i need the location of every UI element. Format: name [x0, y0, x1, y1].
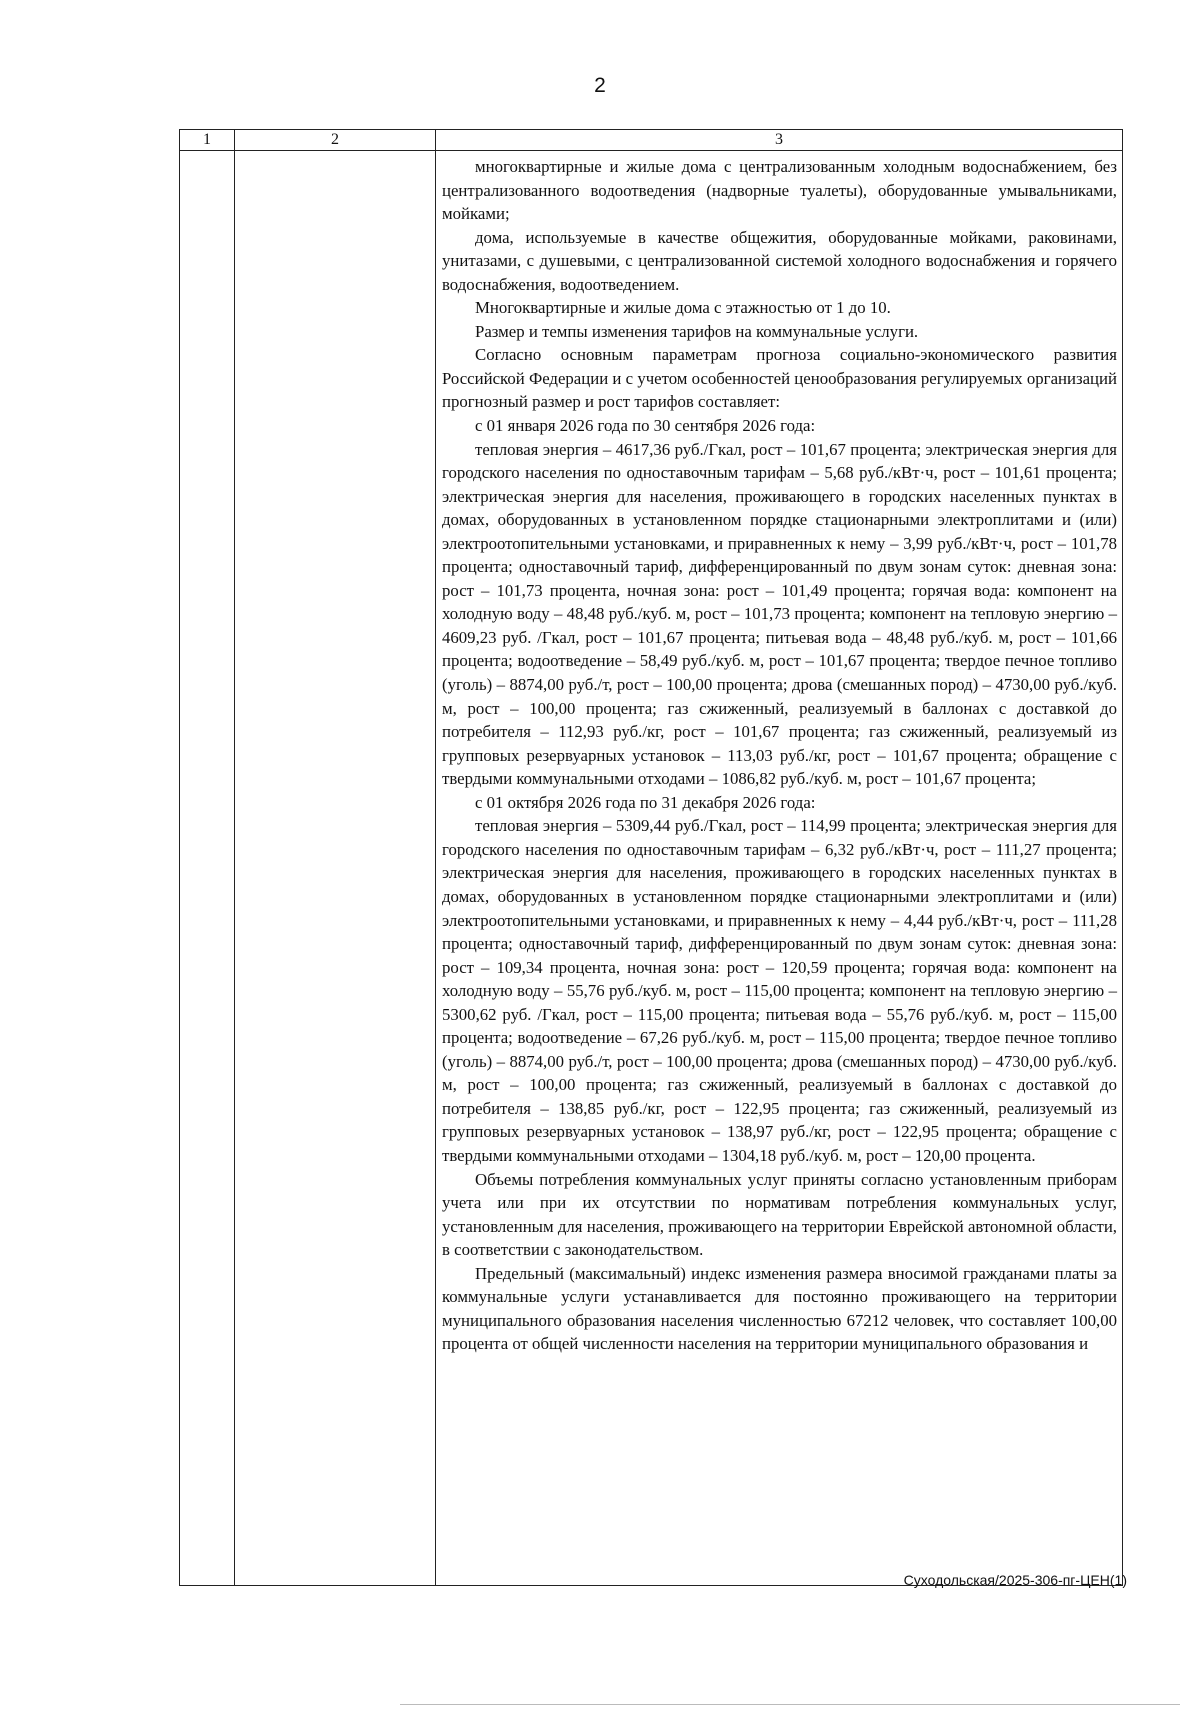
paragraph: Многоквартирные и жилые дома с этажностью от 1 до 10.	[475, 298, 891, 318]
page-edge-line	[400, 1704, 1180, 1705]
table-header-row	[180, 130, 1123, 151]
document-text	[436, 151, 1122, 1585]
paragraph: Размер и темпы изменения тарифов на коммунальные услуги.	[475, 321, 919, 341]
column-header-2: 2	[235, 130, 436, 151]
paragraph: тепловая энергия – 4617,36 руб./Гкал, рост – 101,67 процента; электрическая энергия для городского населения по одноставочным тарифам – 5,68 руб./кВт·ч, рост – 101,61 процента; электрическая энергия для населения, проживающего в городских населенных пунктах в домах, оборудованных в установленном порядке стационарными электроплитами и (или) электроотопительными установками, и приравненных к нему – 3,99 руб./кВт·ч, рост – 101,78 процента; одноставочный тариф, дифференцированный по двум зонам суток: дневная зона: рост – 101,73 процента, ночная зона: рост – 101,49 процента; горячая вода: компонент на холодную воду – 48,48 руб./куб. м, рост – 101,73 процента; компонент на тепловую энергию – 4609,23 руб. /Гкал, рост – 101,67 процента; питьевая вода – 48,48 руб./куб. м, рост – 101,66 процента; водоотведение – 58,49 руб./куб. м, рост – 101,67 процента; твердое печное топливо (уголь) – 8874,00 руб./т, рост – 100,00 процента; дрова (смешанных пород) – 4730,00 руб./куб. м, рост – 100,00 процента; газ сжиженный, реализуемый в баллонах с доставкой до потребителя – 112,93 руб./кг, рост – 101,67 процента; газ сжиженный, реализуемый из групповых резервуарных установок – 113,03 руб./кг, рост – 101,67 процента; обращение с твердыми коммунальными отходами – 1086,82 руб./куб. м, рост – 101,67 процента;	[442, 439, 1117, 789]
column-header-3: 3	[436, 130, 1123, 151]
paragraph: Объемы потребления коммунальных услуг приняты согласно установленным приборам учета или при их отсутствии по нормативам потребления коммунальных услуг, установленным для населения, проживающего на территории Еврейской автономной области, в соответствии с законодательством.	[442, 1169, 1117, 1260]
page-number: 2	[594, 74, 606, 97]
paragraph: Предельный (максимальный) индекс изменения размера вносимой гражданами платы за коммунальные услуги устанавливается для постоянно проживающего на территории муниципального образования населения численностью 67212 человек, что составляет 100,00 процента от общей численности населения на территории муниципального образования и	[442, 1263, 1117, 1354]
paragraph: многоквартирные и жилые дома с централизованным холодным водоснабжением, без централизованного водоотведения (надворные туалеты), оборудованные умывальниками, мойками;	[442, 157, 1117, 224]
paragraph: тепловая энергия – 5309,44 руб./Гкал, рост – 114,99 процента; электрическая энергия для городского населения по одноставочным тарифам – 6,32 руб./кВт·ч, рост – 111,27 процента; электрическая энергия для населения, проживающего в городских населенных пунктах в домах, оборудованных в установленном порядке стационарными электроплитами и (или) электроотопительными установками, и приравненных к нему – 4,44 руб./кВт·ч, рост – 111,28 процента; одноставочный тариф, дифференцированный по двум зонам суток: дневная зона: рост – 109,34 процента, ночная зона: рост – 120,59 процента; горячая вода: компонент на холодную воду – 55,76 руб./куб. м, рост – 115,00 процента; компонент на тепловую энергию – 5300,62 руб. /Гкал, рост – 115,00 процента; питьевая вода – 55,76 руб./куб. м, рост – 115,00 процента; водоотведение – 67,26 руб./куб. м, рост – 115,00 процента; твердое печное топливо (уголь) – 8874,00 руб./т, рост – 100,00 процента; дрова (смешанных пород) – 4730,00 руб./куб. м, рост – 100,00 процента; газ сжиженный, реализуемый в баллонах с доставкой до потребителя – 138,85 руб./кг, рост – 122,95 процента; газ сжиженный, реализуемый из групповых резервуарных установок – 138,97 руб./кг, рост – 122,95 процента; обращение с твердыми коммунальными отходами – 1304,18 руб./куб. м, рост – 120,00 процента.	[442, 816, 1117, 1165]
table-row	[180, 151, 1123, 1586]
paragraph: с 01 января 2026 года по 30 сентября 2026 года:	[475, 416, 816, 436]
column-header-1: 1	[180, 130, 235, 151]
column-1-cell	[180, 151, 235, 1586]
column-3-cell	[436, 151, 1123, 1586]
paragraph: с 01 октября 2026 года по 31 декабря 2026 года:	[475, 792, 816, 812]
document-code: Суходольская/2025-306-пг-ЦЕН(1)	[903, 1572, 1127, 1588]
paragraph: дома, используемые в качестве общежития, оборудованные мойками, раковинами, унитазами, с душевыми, с централизованной системой холодного водоснабжения и горячего водоснабжения, водоотведением.	[442, 227, 1117, 294]
document-table	[179, 129, 1123, 1586]
column-2-cell	[235, 151, 436, 1586]
paragraph: Согласно основным параметрам прогноза социально-экономического развития Российской Федерации и с учетом особенностей ценообразования регулируемых организаций прогнозный размер и рост тарифов составляет:	[442, 345, 1117, 412]
